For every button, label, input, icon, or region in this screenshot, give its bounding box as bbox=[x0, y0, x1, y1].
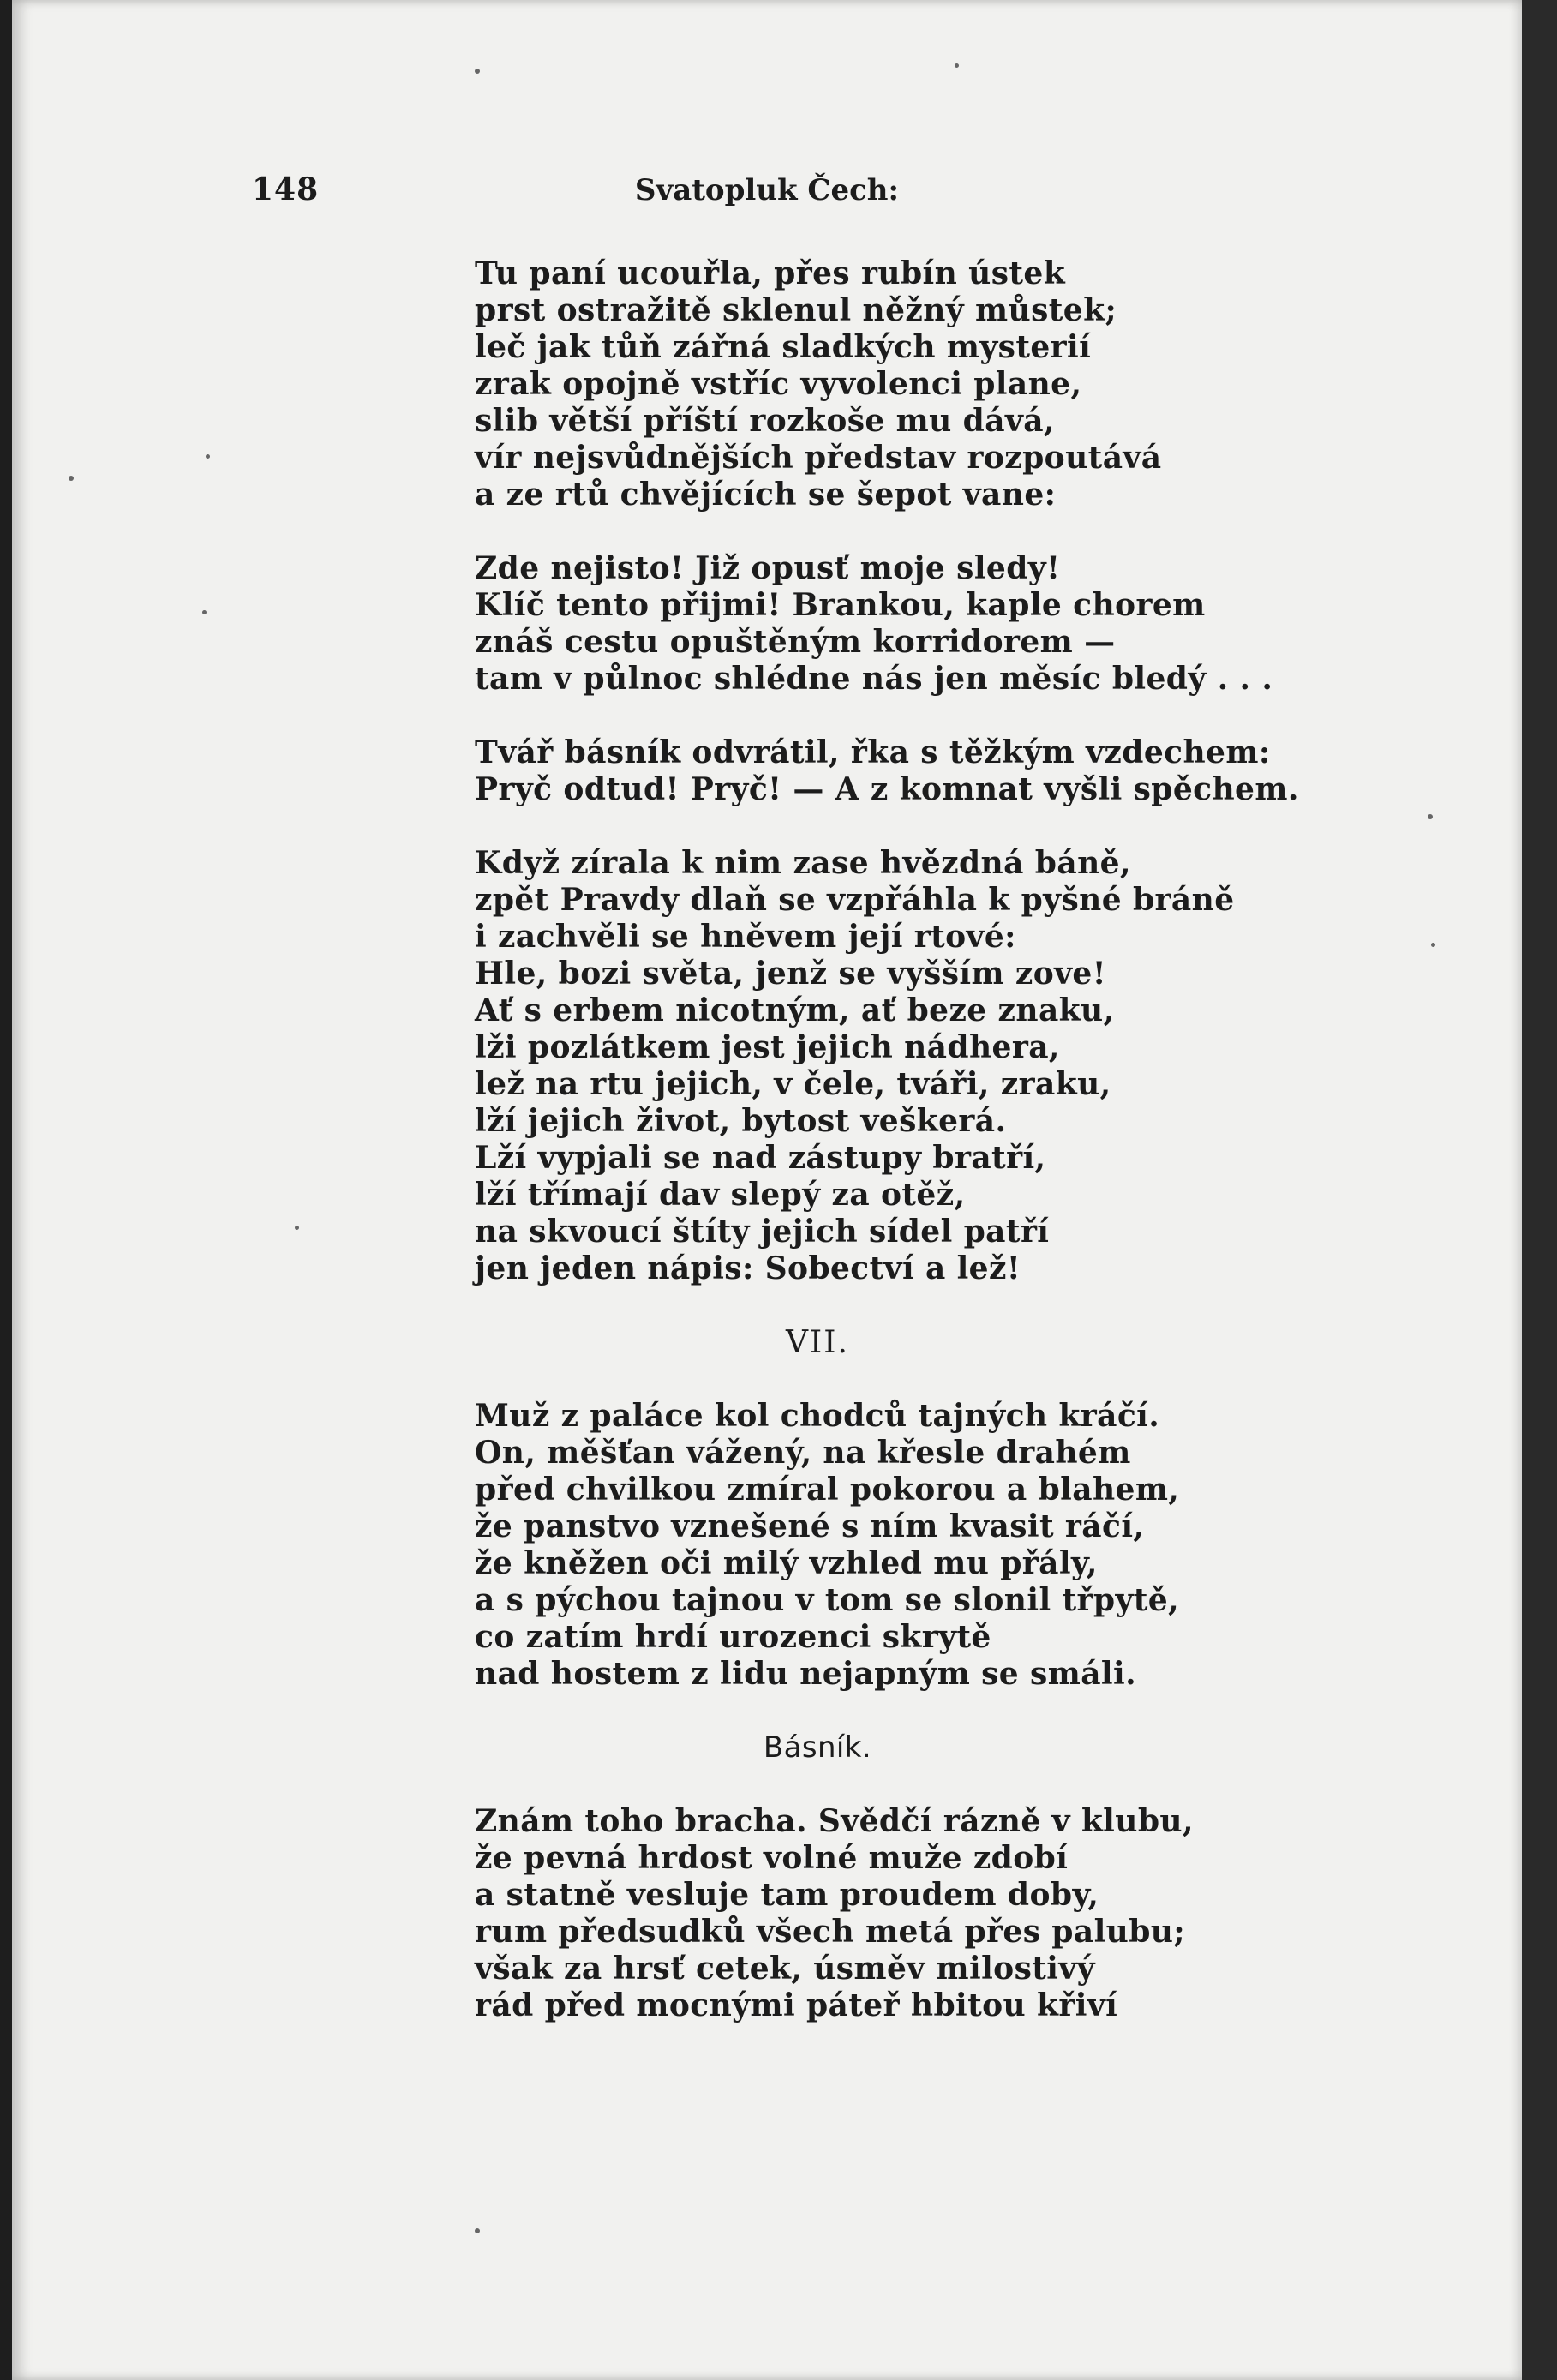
page-number: 148 bbox=[252, 171, 320, 207]
verse-line: Zde nejisto! Již opusť moje sledy! bbox=[475, 550, 1061, 586]
verse-line: lží třímají dav slepý za otěž, bbox=[475, 1177, 966, 1213]
verse-line: jen jeden nápis: Sobectví a lež! bbox=[475, 1250, 1021, 1286]
verse-line: lež na rtu jejich, v čele, tváři, zraku, bbox=[475, 1066, 1111, 1102]
verse-line: Lží vypjali se nad zástupy bratří, bbox=[475, 1140, 1046, 1176]
paper-speck bbox=[955, 63, 959, 68]
verse-line: že kněžen oči milý vzhled mu přály, bbox=[475, 1545, 1098, 1581]
speaker-label: Básník. bbox=[763, 1730, 872, 1765]
stanza-2 bbox=[475, 550, 1299, 698]
verse-line: Když zírala k nim zase hvězdná báně, bbox=[475, 845, 1131, 881]
stanza-5 bbox=[475, 1398, 1299, 1693]
section-heading-block bbox=[475, 1324, 1299, 1361]
stanza-6 bbox=[475, 1803, 1299, 2024]
page-edge-shadow bbox=[1522, 0, 1557, 2380]
verse-line: i zachvěli se hněvem její rtové: bbox=[475, 919, 1016, 955]
section-heading: VII. bbox=[786, 1325, 849, 1360]
running-title: Svatopluk Čech: bbox=[634, 173, 900, 207]
verse-line: Znám toho bracha. Svědčí rázně v klubu, bbox=[475, 1803, 1194, 1839]
verse-line: znáš cestu opuštěným korridorem — bbox=[475, 624, 1116, 660]
paper-speck bbox=[475, 69, 480, 74]
verse-line: že panstvo vznešené s ním kvasit ráčí, bbox=[475, 1508, 1145, 1544]
paper-speck bbox=[202, 610, 207, 614]
page-header bbox=[12, 171, 1522, 218]
paper-speck bbox=[1431, 943, 1435, 947]
verse-line: co zatím hrdí urozenci skrytě bbox=[475, 1619, 991, 1655]
verse-line: tam v půlnoc shlédne nás jen měsíc bledý . . . bbox=[475, 661, 1273, 697]
verse-line: před chvilkou zmíral pokorou a blahem, bbox=[475, 1472, 1180, 1508]
verse-line: Pryč odtud! Pryč! — A z komnat vyšli spěchem. bbox=[475, 771, 1299, 807]
verse-line: zpět Pravdy dlaň se vzpřáhla k pyšné bráně bbox=[475, 882, 1235, 918]
verse-line: nad hostem z lidu nejapným se smáli. bbox=[475, 1656, 1137, 1692]
verse-line: Ať s erbem nicotným, ať beze znaku, bbox=[475, 992, 1115, 1028]
verse-line: slib větší příští rozkoše mu dává, bbox=[475, 403, 1055, 439]
verse-line: a statně vesluje tam proudem doby, bbox=[475, 1877, 1099, 1913]
paper-speck bbox=[69, 476, 74, 481]
verse-line: a ze rtů chvějících se šepot vane: bbox=[475, 477, 1057, 513]
verse-line: Tu paní ucouřla, přes rubín ústek bbox=[475, 255, 1066, 291]
verse-line: rád před mocnými páteř hbitou křiví bbox=[475, 1987, 1118, 2023]
verse-line: a s pýchou tajnou v tom se slonil třpytě, bbox=[475, 1582, 1180, 1618]
stanza-3 bbox=[475, 734, 1299, 808]
paper-speck bbox=[1428, 814, 1433, 819]
paper-speck bbox=[475, 2228, 480, 2233]
verse-line: že pevná hrdost volné muže zdobí bbox=[475, 1840, 1069, 1876]
paper-speck bbox=[295, 1226, 299, 1230]
verse-line: rum předsudků všech metá přes palubu; bbox=[475, 1914, 1186, 1950]
verse-line: Tvář básník odvrátil, řka s těžkým vzdechem: bbox=[475, 734, 1271, 770]
verse-line: On, měšťan vážený, na křesle drahém bbox=[475, 1435, 1131, 1471]
stanza-1 bbox=[475, 255, 1299, 513]
paper-speck bbox=[206, 454, 210, 459]
verse-line: lži pozlátkem jest jejich nádhera, bbox=[475, 1029, 1060, 1065]
poem-text bbox=[475, 255, 1299, 2061]
verse-line: lží jejich život, bytost veškerá. bbox=[475, 1103, 1007, 1139]
verse-line: prst ostražitě sklenul něžný můstek; bbox=[475, 292, 1117, 328]
verse-line: Muž z paláce kol chodců tajných kráčí. bbox=[475, 1398, 1160, 1434]
verse-line: Hle, bozi světa, jenž se vyšším zove! bbox=[475, 956, 1106, 992]
verse-line: vír nejsvůdnějších představ rozpoutává bbox=[475, 440, 1162, 476]
verse-line: na skvoucí štíty jejich sídel patří bbox=[475, 1214, 1050, 1250]
book-page bbox=[12, 0, 1522, 2380]
verse-line: však za hrsť cetek, úsměv milostivý bbox=[475, 1951, 1095, 1987]
verse-line: zrak opojně vstříc vyvolenci plane, bbox=[475, 366, 1082, 402]
speaker-block bbox=[475, 1730, 1299, 1766]
verse-line: Klíč tento přijmi! Brankou, kaple chorem bbox=[475, 587, 1206, 623]
stanza-4 bbox=[475, 845, 1299, 1287]
verse-line: leč jak tůň zářná sladkých mysterií bbox=[475, 329, 1092, 365]
